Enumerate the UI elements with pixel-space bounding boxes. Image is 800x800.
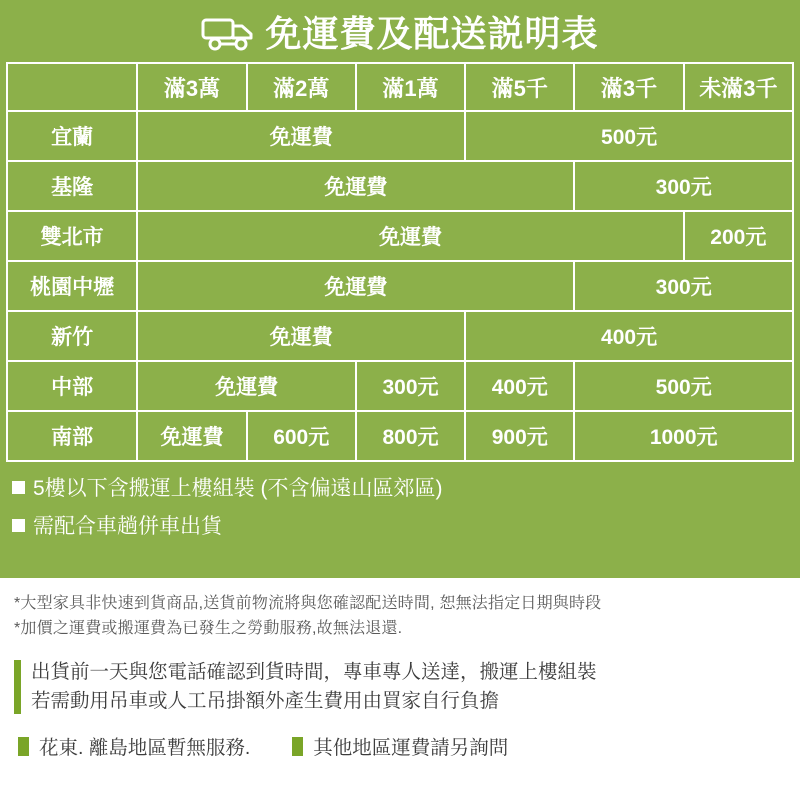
row-label-cell: 中部 [7, 361, 137, 411]
bullet-item [12, 472, 800, 502]
table-row [7, 161, 793, 211]
square-bullet-icon [292, 737, 303, 756]
row-label-cell: 新竹 [7, 311, 137, 361]
fee-cell: 300元 [574, 261, 793, 311]
row-label-cell: 雙北市 [7, 211, 137, 261]
emphasis-line-1: 出貨前一天與您電話確認到貨時間，專車專人送達，搬運上樓組裝 [31, 660, 597, 683]
row-label-cell: 宜蘭 [7, 111, 137, 161]
note-line-2: *加價之運費或搬運費為已發生之勞動服務,故無法退還. [14, 619, 403, 637]
bullet-list [0, 462, 800, 540]
emphasis-lines [31, 658, 597, 717]
fee-cell: 500元 [465, 111, 793, 161]
table-row [7, 111, 793, 161]
fee-cell: 400元 [465, 361, 574, 411]
fee-cell: 免運費 [137, 361, 356, 411]
fee-cell: 500元 [574, 361, 793, 411]
table-row [7, 211, 793, 261]
disclaimer-panel [0, 578, 800, 800]
row-label-cell: 基隆 [7, 161, 137, 211]
header-cell-6: 未滿3千 [684, 63, 793, 111]
fee-cell: 600元 [247, 411, 356, 461]
footer-row [14, 732, 786, 760]
row-label-cell: 南部 [7, 411, 137, 461]
header-cell-3: 滿1萬 [356, 63, 465, 111]
note-line-1: *大型家具非快速到貨商品,送貨前物流將與您確認配送時間, 恕無法指定日期與時段 [14, 595, 602, 612]
fee-cell: 免運費 [137, 111, 465, 161]
square-bullet-icon [18, 737, 29, 756]
fee-cell: 800元 [356, 411, 465, 461]
fee-cell: 免運費 [137, 161, 574, 211]
table-row [7, 311, 793, 361]
table-header-row [7, 63, 793, 111]
footer-text-left: 花東. 離島地區暫無服務. [39, 737, 251, 760]
fee-table-wrap [0, 62, 800, 462]
header-cell-5: 滿3千 [574, 63, 683, 111]
table-row [7, 361, 793, 411]
fee-cell: 1000元 [574, 411, 793, 461]
fee-cell: 免運費 [137, 261, 574, 311]
bullet-text: 需配合車趟併車出貨 [33, 515, 222, 538]
bullet-text: 5樓以下含搬運上樓組裝 (不含偏遠山區郊區) [33, 477, 443, 500]
fee-cell: 免運費 [137, 211, 683, 261]
row-label-cell: 桃園中壢 [7, 261, 137, 311]
footer-text-right: 其他地區運費請另詢問 [313, 737, 509, 760]
emphasis-block [14, 658, 786, 717]
fee-cell: 900元 [465, 411, 574, 461]
page-title-row [0, 0, 800, 62]
page-title: 免運費及配送説明表 [265, 13, 599, 54]
accent-bar [14, 660, 21, 715]
fee-table [6, 62, 794, 462]
table-row [7, 261, 793, 311]
fee-cell: 200元 [684, 211, 793, 261]
emphasis-line-2: 若需動用吊車或人工吊掛額外產生費用由買家自行負擔 [31, 689, 500, 712]
truck-icon [201, 14, 255, 54]
fee-cell: 400元 [465, 311, 793, 361]
fee-cell: 免運費 [137, 411, 246, 461]
header-cell-2: 滿2萬 [247, 63, 356, 111]
table-row [7, 411, 793, 461]
fee-cell: 300元 [356, 361, 465, 411]
fee-table-body [7, 111, 793, 461]
square-bullet-icon [12, 481, 25, 494]
fee-cell: 免運費 [137, 311, 465, 361]
header-cell-region [7, 63, 137, 111]
bullet-item [12, 510, 800, 540]
header-cell-4: 滿5千 [465, 63, 574, 111]
square-bullet-icon [12, 519, 25, 532]
fee-cell: 300元 [574, 161, 793, 211]
header-cell-1: 滿3萬 [137, 63, 246, 111]
